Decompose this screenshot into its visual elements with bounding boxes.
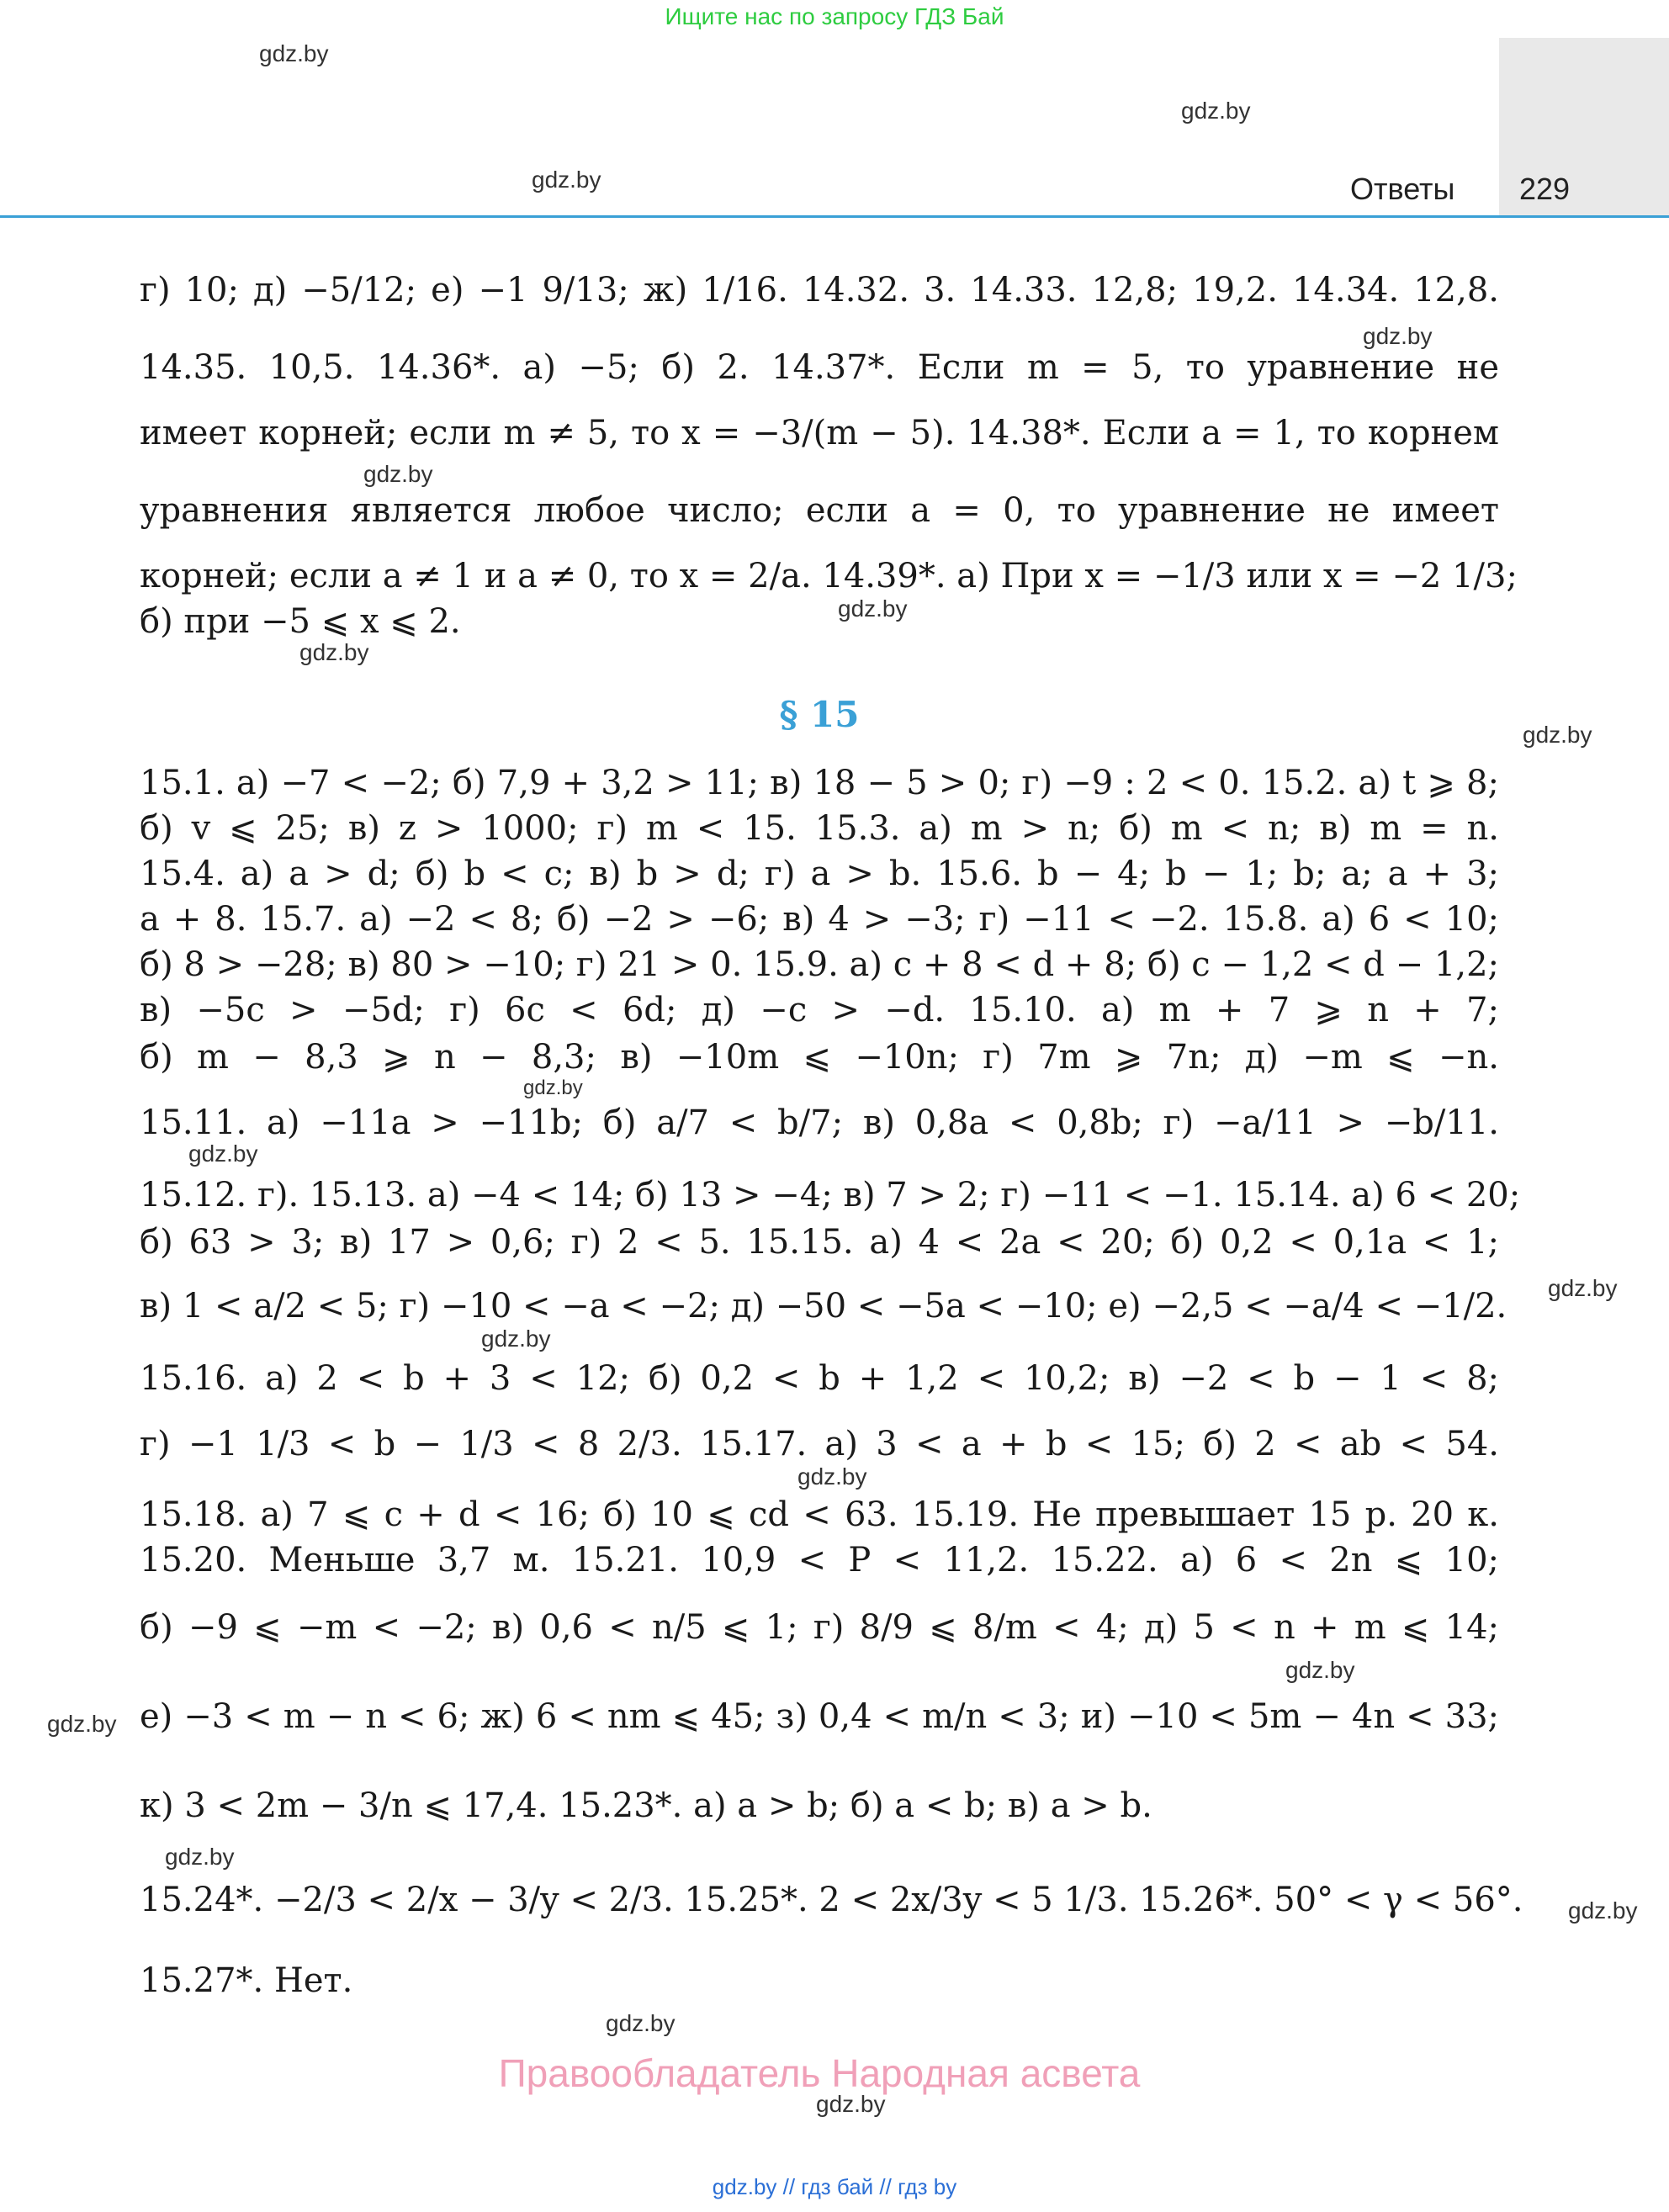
section-title: § 15 [779, 694, 860, 735]
watermark: gdz.by [299, 639, 369, 665]
watermark: gdz.by [481, 1326, 551, 1352]
answer-line: б) при −5 ⩽ x ⩽ 2. [140, 602, 461, 641]
watermark: gdz.by [1548, 1275, 1618, 1301]
watermark: gdz.by [1181, 98, 1251, 124]
header-rule [0, 215, 1669, 218]
watermark: gdz.by [1285, 1657, 1355, 1683]
answer-line: г) −1 1/3 < b − 1/3 < 8 2/3. 15.17. а) 3 < a + b < 15; б) 2 < ab < 54. [140, 1425, 1499, 1463]
header-label: Ответы [1350, 172, 1455, 206]
watermark: gdz.by [606, 2010, 676, 2036]
watermark: gdz.by [188, 1140, 258, 1167]
watermark: gdz.by [523, 1077, 583, 1099]
top-banner[interactable]: Ищите нас по запросу ГДЗ Бай [665, 3, 1004, 29]
answer-line: 15.24*. −2/3 < 2/x − 3/y < 2/3. 15.25*. 2 < 2x/3y < 5 1/3. 15.26*. 50° < γ < 56°. [140, 1881, 1523, 1919]
answer-line: в) 1 < a/2 < 5; г) −10 < −a < −2; д) −50 < −5a < −10; е) −2,5 < −a/4 < −1/2. [140, 1287, 1507, 1326]
answer-line: 15.27*. Нет. [140, 1961, 353, 2000]
watermark: gdz.by [797, 1463, 867, 1490]
answer-line: 15.1. а) −7 < −2; б) 7,9 + 3,2 > 11; в) 18 − 5 > 0; г) −9 : 2 < 0. 15.2. а) t ⩾ 8; [140, 764, 1499, 802]
answer-line: 15.20. Меньше 3,7 м. 15.21. 10,9 < P < 11,2. 15.22. а) 6 < 2n ⩽ 10; [140, 1541, 1499, 1580]
answer-line: к) 3 < 2m − 3/n ⩽ 17,4. 15.23*. а) a > b; б) a < b; в) a > b. [140, 1786, 1152, 1825]
answer-line: в) −5c > −5d; г) 6c < 6d; д) −c > −d. 15.10. а) m + 7 ⩾ n + 7; [140, 991, 1499, 1029]
answer-line: б) −9 ⩽ −m < −2; в) 0,6 < n/5 ⩽ 1; г) 8/9 ⩽ 8/m < 4; д) 5 < n + m ⩽ 14; [140, 1608, 1499, 1647]
answer-line: е) −3 < m − n < 6; ж) 6 < nm ⩽ 45; з) 0,4 < m/n < 3; и) −10 < 5m − 4n < 33; [140, 1697, 1499, 1736]
answer-line: г) 10; д) −5/12; е) −1 9/13; ж) 1/16. 14.32. 3. 14.33. 12,8; 19,2. 14.34. 12,8. [140, 271, 1499, 310]
watermark: gdz.by [838, 595, 908, 622]
watermark: gdz.by [165, 1844, 235, 1870]
answer-line: 14.35. 10,5. 14.36*. а) −5; б) 2. 14.37*. Если m = 5, то уравнение не [140, 348, 1499, 387]
answer-line: б) 63 > 3; в) 17 > 0,6; г) 2 < 5. 15.15. а) 4 < 2a < 20; б) 0,2 < 0,1a < 1; [140, 1223, 1499, 1262]
watermark: gdz.by [1568, 1897, 1638, 1924]
answer-line: 15.4. а) a > d; б) b < c; в) b > d; г) a > b. 15.6. b − 4; b − 1; b; a; a + 3; [140, 855, 1499, 893]
watermark: gdz.by [259, 40, 329, 66]
answer-line: б) m − 8,3 ⩾ n − 8,3; в) −10m ⩽ −10n; г) 7m ⩾ 7n; д) −m ⩽ −n. [140, 1038, 1499, 1077]
answer-line: 15.12. г). 15.13. а) −4 < 14; б) 13 > −4; в) 7 > 2; г) −11 < −1. 15.14. а) 6 < 20; [140, 1176, 1521, 1214]
copyright-notice: Правообладатель Народная асвета [498, 2051, 1141, 2095]
answer-line: б) v ⩽ 25; в) z > 1000; г) m < 15. 15.3. а) m > n; б) m < n; в) m = n. [140, 809, 1499, 848]
watermark: gdz.by [532, 167, 601, 193]
answer-line: a + 8. 15.7. а) −2 < 8; б) −2 > −6; в) 4 > −3; г) −11 < −2. 15.8. а) 6 < 10; [140, 900, 1499, 939]
page-number: 229 [1519, 172, 1571, 206]
answer-line: уравнения является любое число; если a = 0, то уравнение не имеет [140, 491, 1499, 530]
watermark: gdz.by [1363, 323, 1433, 349]
watermark: gdz.by [363, 461, 433, 487]
answer-line: 15.18. а) 7 ⩽ c + d < 16; б) 10 ⩽ cd < 63. 15.19. Не превышает 15 р. 20 к. [140, 1495, 1499, 1534]
answer-line: 15.16. а) 2 < b + 3 < 12; б) 0,2 < b + 1,2 < 10,2; в) −2 < b − 1 < 8; [140, 1359, 1499, 1398]
answer-line: б) 8 > −28; в) 80 > −10; г) 21 > 0. 15.9. а) c + 8 < d + 8; б) c − 1,2 < d − 1,2; [140, 945, 1499, 984]
watermark: gdz.by [47, 1711, 117, 1737]
bottom-links[interactable]: gdz.by // гдз бай // гдз by [712, 2174, 957, 2199]
answer-line: корней; если a ≠ 1 и a ≠ 0, то x = 2/a. 14.39*. а) При x = −1/3 или x = −2 1/3; [140, 557, 1518, 595]
answer-line: имеет корней; если m ≠ 5, то x = −3/(m − 5). 14.38*. Если a = 1, то корнем [140, 414, 1499, 452]
watermark: gdz.by [1523, 722, 1592, 748]
answer-line: 15.11. а) −11a > −11b; б) a/7 < b/7; в) 0,8a < 0,8b; г) −a/11 > −b/11. [140, 1103, 1499, 1142]
watermark: gdz.by [816, 2091, 886, 2117]
